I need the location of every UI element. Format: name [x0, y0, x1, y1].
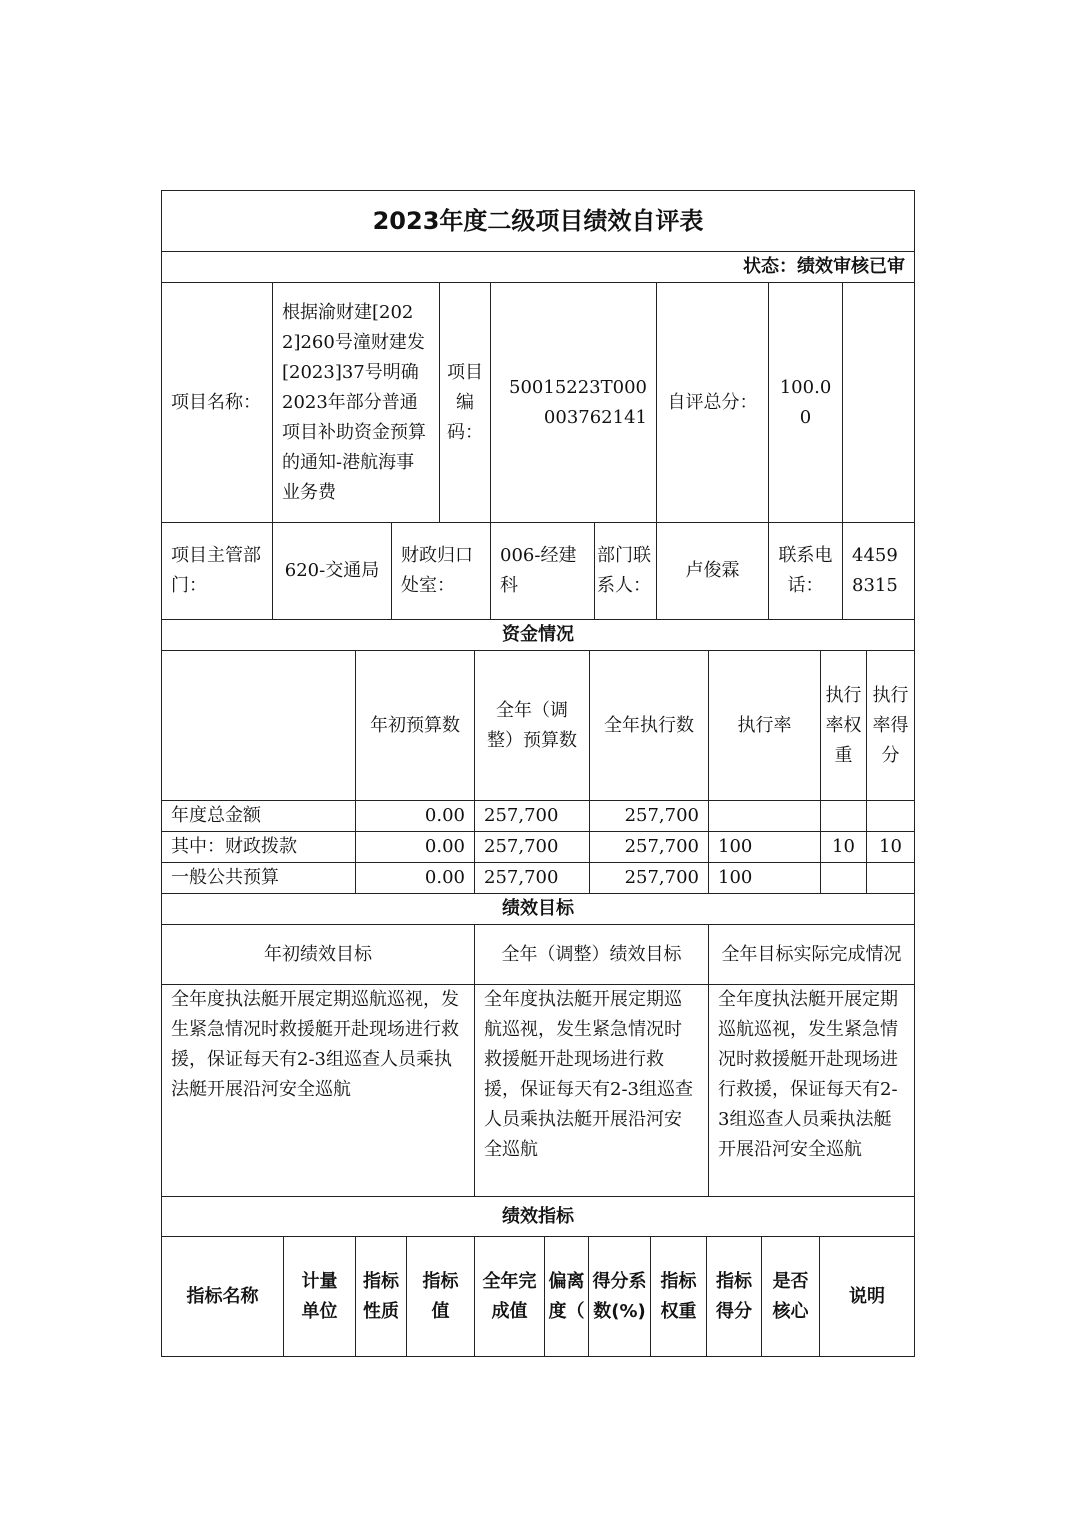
funds-row-label: 一般公共预算 [162, 863, 356, 894]
funds-row-rate [709, 801, 821, 832]
project-name-value: 根据渝财建[2022]260号潼财建发[2023]37号明确2023年部分普通项目补助资金预算的通知-港航海事业务费 [273, 283, 440, 523]
funds-row-label: 其中：财政拨款 [162, 832, 356, 863]
funds-row-executed: 257,700 [590, 832, 709, 863]
project-code-value: 50015223T000003762141 [491, 283, 657, 523]
funds-row-rate: 100 [709, 863, 821, 894]
funds-row-weight [821, 801, 867, 832]
ind-header-remark: 说明 [820, 1237, 915, 1357]
funds-header-rate: 执行率 [709, 651, 821, 801]
ind-header-unit: 计量单位 [284, 1237, 356, 1357]
ind-header-coefficient: 得分系数(%) [589, 1237, 651, 1357]
ind-header-name: 指标名称 [162, 1237, 284, 1357]
goals-header-initial: 年初绩效目标 [162, 925, 475, 985]
funds-row-executed: 257,700 [590, 863, 709, 894]
ind-header-value: 指标值 [407, 1237, 475, 1357]
funds-row-executed: 257,700 [590, 801, 709, 832]
funds-row-adjusted: 257,700 [475, 832, 590, 863]
goal-actual-text: 全年度执法艇开展定期巡航巡视，发生紧急情况时救援艇开赴现场进行救援，保证每天有2-3组巡查人员乘执法艇开展沿河安全巡航 [709, 985, 915, 1197]
funds-header-score: 执行率得分 [867, 651, 915, 801]
funds-header-adjusted: 全年（调整）预算数 [475, 651, 590, 801]
ind-header-deviation: 偏离度（ [545, 1237, 589, 1357]
ind-header-weight: 指标权重 [651, 1237, 707, 1357]
finance-office-value: 006-经建科 [491, 523, 595, 620]
dept-contact-label: 部门联系人： [595, 523, 657, 620]
main-dept-value: 620-交通局 [273, 523, 392, 620]
ind-header-score: 指标得分 [707, 1237, 762, 1357]
funds-row-initial: 0.00 [356, 863, 475, 894]
phone-value: 44598315 [843, 523, 915, 620]
funds-row-score: 10 [867, 832, 915, 863]
funds-row-score [867, 801, 915, 832]
goals-header-adjusted: 全年（调整）绩效目标 [475, 925, 709, 985]
goal-adjusted-text: 全年度执法艇开展定期巡航巡视，发生紧急情况时救援艇开赴现场进行救援，保证每天有2-3组巡查人员乘执法艇开展沿河安全巡航 [475, 985, 709, 1197]
funds-row-weight [821, 863, 867, 894]
empty-cell [843, 283, 915, 523]
funds-row-score [867, 863, 915, 894]
funds-row-label: 年度总金额 [162, 801, 356, 832]
funds-row-initial: 0.00 [356, 832, 475, 863]
self-score-label: 自评总分： [657, 283, 769, 523]
indicators-table [161, 1196, 915, 1357]
funds-row-rate: 100 [709, 832, 821, 863]
funds-row [162, 832, 915, 863]
funds-row-weight: 10 [821, 832, 867, 863]
dept-contact-value: 卢俊霖 [657, 523, 769, 620]
ind-header-nature: 指标性质 [356, 1237, 407, 1357]
ind-header-completed: 全年完成值 [475, 1237, 545, 1357]
goals-header-actual: 全年目标实际完成情况 [709, 925, 915, 985]
funds-section-title: 资金情况 [162, 620, 915, 651]
page-title: 2023年度二级项目绩效自评表 [162, 191, 915, 252]
funds-row-adjusted: 257,700 [475, 801, 590, 832]
funds-row-adjusted: 257,700 [475, 863, 590, 894]
goal-initial-text: 全年度执法艇开展定期巡航巡视，发生紧急情况时救援艇开赴现场进行救援，保证每天有2-3组巡查人员乘执法艇开展沿河安全巡航 [162, 985, 475, 1197]
funds-header-weight: 执行率权重 [821, 651, 867, 801]
funds-header-initial: 年初预算数 [356, 651, 475, 801]
indicators-section-title: 绩效指标 [162, 1197, 915, 1237]
project-code-label: 项目编码： [440, 283, 491, 523]
funds-header-executed: 全年执行数 [590, 651, 709, 801]
goals-section-title: 绩效目标 [162, 894, 915, 925]
main-dept-label: 项目主管部门： [162, 523, 273, 620]
phone-label: 联系电话： [769, 523, 843, 620]
project-info-table [161, 190, 915, 620]
goals-table [161, 893, 915, 1197]
funds-header-blank [162, 651, 356, 801]
funds-row [162, 801, 915, 832]
finance-office-label: 财政归口处室： [392, 523, 491, 620]
status-label: 状态：绩效审核已审 [162, 252, 915, 283]
project-name-label: 项目名称： [162, 283, 273, 523]
funds-table [161, 619, 915, 894]
funds-row-initial: 0.00 [356, 801, 475, 832]
evaluation-form [161, 190, 914, 1357]
ind-header-core: 是否核心 [762, 1237, 820, 1357]
funds-row [162, 863, 915, 894]
self-score-value: 100.00 [769, 283, 843, 523]
